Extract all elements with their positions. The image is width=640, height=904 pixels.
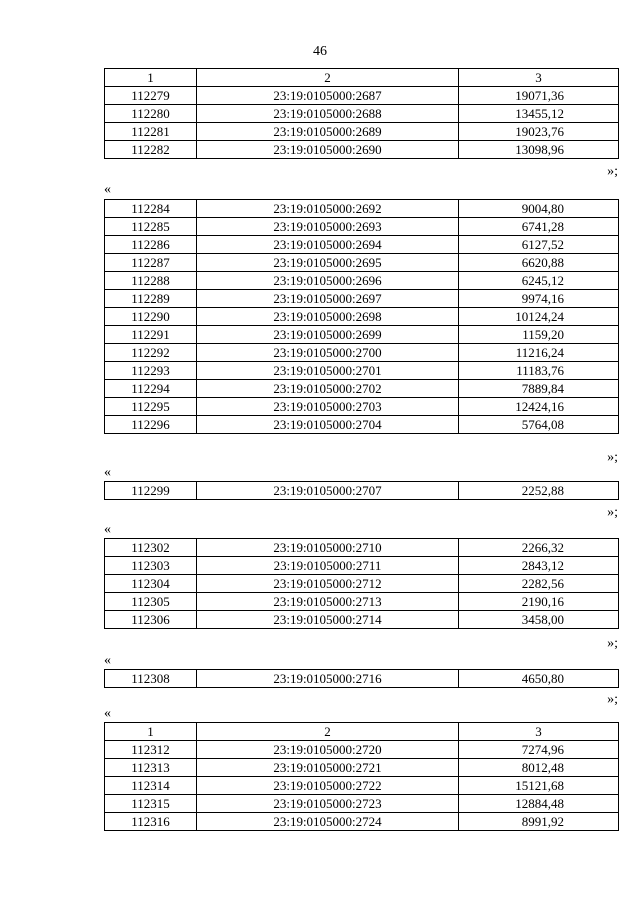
row-number-cell: 112284 [105, 200, 197, 218]
value-cell: 10124,24 [459, 308, 619, 326]
table-block-4 [104, 538, 619, 629]
opening-quote: « [104, 465, 111, 480]
table-row [105, 759, 619, 777]
closing-quote: »; [607, 164, 618, 179]
value-cell: 15121,68 [459, 777, 619, 795]
row-number-cell: 112288 [105, 272, 197, 290]
cadastral-number-cell: 23:19:0105000:2711 [197, 557, 459, 575]
opening-quote: « [104, 706, 111, 721]
closing-quote: »; [607, 450, 618, 465]
cadastral-number-cell: 23:19:0105000:2696 [197, 272, 459, 290]
table-row [105, 326, 619, 344]
value-cell: 5764,08 [459, 416, 619, 434]
header-cell: 3 [459, 69, 619, 87]
table-row [105, 123, 619, 141]
value-cell: 12884,48 [459, 795, 619, 813]
table-row [105, 200, 619, 218]
row-number-cell: 112291 [105, 326, 197, 344]
value-cell: 6245,12 [459, 272, 619, 290]
table-row [105, 380, 619, 398]
value-cell: 9004,80 [459, 200, 619, 218]
row-number-cell: 112302 [105, 539, 197, 557]
value-cell: 1159,20 [459, 326, 619, 344]
value-cell: 13455,12 [459, 105, 619, 123]
cadastral-number-cell: 23:19:0105000:2701 [197, 362, 459, 380]
table-row [105, 539, 619, 557]
row-number-cell: 112299 [105, 482, 197, 500]
row-number-cell: 112314 [105, 777, 197, 795]
value-cell: 9974,16 [459, 290, 619, 308]
value-cell: 11183,76 [459, 362, 619, 380]
value-cell: 19023,76 [459, 123, 619, 141]
table-row [105, 344, 619, 362]
cadastral-number-cell: 23:19:0105000:2707 [197, 482, 459, 500]
table-row [105, 362, 619, 380]
cadastral-number-cell: 23:19:0105000:2694 [197, 236, 459, 254]
opening-quote: « [104, 182, 111, 197]
table-row [105, 236, 619, 254]
table-block-1 [104, 68, 619, 159]
cadastral-number-cell: 23:19:0105000:2688 [197, 105, 459, 123]
cadastral-number-cell: 23:19:0105000:2720 [197, 741, 459, 759]
cadastral-number-cell: 23:19:0105000:2702 [197, 380, 459, 398]
row-number-cell: 112293 [105, 362, 197, 380]
value-cell: 7274,96 [459, 741, 619, 759]
row-number-cell: 112315 [105, 795, 197, 813]
page-number: 46 [313, 44, 327, 59]
table-row [105, 290, 619, 308]
table-row [105, 416, 619, 434]
row-number-cell: 112312 [105, 741, 197, 759]
row-number-cell: 112304 [105, 575, 197, 593]
header-cell: 2 [197, 69, 459, 87]
value-cell: 19071,36 [459, 87, 619, 105]
table-row [105, 557, 619, 575]
cadastral-number-cell: 23:19:0105000:2700 [197, 344, 459, 362]
table-row [105, 254, 619, 272]
table-block-5 [104, 669, 619, 688]
header-cell: 1 [105, 69, 197, 87]
table-row [105, 575, 619, 593]
value-cell: 4650,80 [459, 670, 619, 688]
table-row [105, 741, 619, 759]
table-row [105, 482, 619, 500]
cadastral-number-cell: 23:19:0105000:2716 [197, 670, 459, 688]
table-row [105, 795, 619, 813]
value-cell: 3458,00 [459, 611, 619, 629]
opening-quote: « [104, 522, 111, 537]
row-number-cell: 112308 [105, 670, 197, 688]
header-cell: 2 [197, 723, 459, 741]
value-cell: 6127,52 [459, 236, 619, 254]
row-number-cell: 112296 [105, 416, 197, 434]
cadastral-number-cell: 23:19:0105000:2693 [197, 218, 459, 236]
table-block-2 [104, 199, 619, 434]
cadastral-number-cell: 23:19:0105000:2723 [197, 795, 459, 813]
row-number-cell: 112279 [105, 87, 197, 105]
value-cell: 2190,16 [459, 593, 619, 611]
cadastral-number-cell: 23:19:0105000:2713 [197, 593, 459, 611]
table-row [105, 105, 619, 123]
value-cell: 2252,88 [459, 482, 619, 500]
table-header-row [105, 69, 619, 87]
table-row [105, 218, 619, 236]
table-row [105, 777, 619, 795]
header-cell: 1 [105, 723, 197, 741]
value-cell: 7889,84 [459, 380, 619, 398]
cadastral-number-cell: 23:19:0105000:2687 [197, 87, 459, 105]
cadastral-number-cell: 23:19:0105000:2721 [197, 759, 459, 777]
row-number-cell: 112305 [105, 593, 197, 611]
row-number-cell: 112292 [105, 344, 197, 362]
row-number-cell: 112316 [105, 813, 197, 831]
row-number-cell: 112280 [105, 105, 197, 123]
row-number-cell: 112286 [105, 236, 197, 254]
row-number-cell: 112289 [105, 290, 197, 308]
cadastral-number-cell: 23:19:0105000:2689 [197, 123, 459, 141]
cadastral-number-cell: 23:19:0105000:2697 [197, 290, 459, 308]
cadastral-number-cell: 23:19:0105000:2704 [197, 416, 459, 434]
table-row [105, 593, 619, 611]
value-cell: 13098,96 [459, 141, 619, 159]
row-number-cell: 112285 [105, 218, 197, 236]
row-number-cell: 112295 [105, 398, 197, 416]
table-row [105, 670, 619, 688]
cadastral-number-cell: 23:19:0105000:2692 [197, 200, 459, 218]
closing-quote: »; [607, 636, 618, 651]
cadastral-number-cell: 23:19:0105000:2714 [197, 611, 459, 629]
row-number-cell: 112303 [105, 557, 197, 575]
value-cell: 2843,12 [459, 557, 619, 575]
value-cell: 2266,32 [459, 539, 619, 557]
table-block-6 [104, 722, 619, 831]
cadastral-number-cell: 23:19:0105000:2703 [197, 398, 459, 416]
cadastral-number-cell: 23:19:0105000:2698 [197, 308, 459, 326]
closing-quote: »; [607, 692, 618, 707]
cadastral-number-cell: 23:19:0105000:2722 [197, 777, 459, 795]
table-row [105, 308, 619, 326]
row-number-cell: 112294 [105, 380, 197, 398]
opening-quote: « [104, 653, 111, 668]
cadastral-number-cell: 23:19:0105000:2690 [197, 141, 459, 159]
table-row [105, 87, 619, 105]
value-cell: 8012,48 [459, 759, 619, 777]
cadastral-number-cell: 23:19:0105000:2699 [197, 326, 459, 344]
value-cell: 6620,88 [459, 254, 619, 272]
row-number-cell: 112282 [105, 141, 197, 159]
value-cell: 2282,56 [459, 575, 619, 593]
table-row [105, 141, 619, 159]
table-row [105, 611, 619, 629]
row-number-cell: 112313 [105, 759, 197, 777]
row-number-cell: 112290 [105, 308, 197, 326]
table-row [105, 272, 619, 290]
cadastral-number-cell: 23:19:0105000:2710 [197, 539, 459, 557]
cadastral-number-cell: 23:19:0105000:2724 [197, 813, 459, 831]
row-number-cell: 112306 [105, 611, 197, 629]
value-cell: 6741,28 [459, 218, 619, 236]
value-cell: 12424,16 [459, 398, 619, 416]
closing-quote: »; [607, 505, 618, 520]
cadastral-number-cell: 23:19:0105000:2695 [197, 254, 459, 272]
table-row [105, 398, 619, 416]
value-cell: 11216,24 [459, 344, 619, 362]
value-cell: 8991,92 [459, 813, 619, 831]
table-block-3 [104, 481, 619, 500]
row-number-cell: 112287 [105, 254, 197, 272]
table-row [105, 813, 619, 831]
cadastral-number-cell: 23:19:0105000:2712 [197, 575, 459, 593]
header-cell: 3 [459, 723, 619, 741]
row-number-cell: 112281 [105, 123, 197, 141]
table-header-row [105, 723, 619, 741]
